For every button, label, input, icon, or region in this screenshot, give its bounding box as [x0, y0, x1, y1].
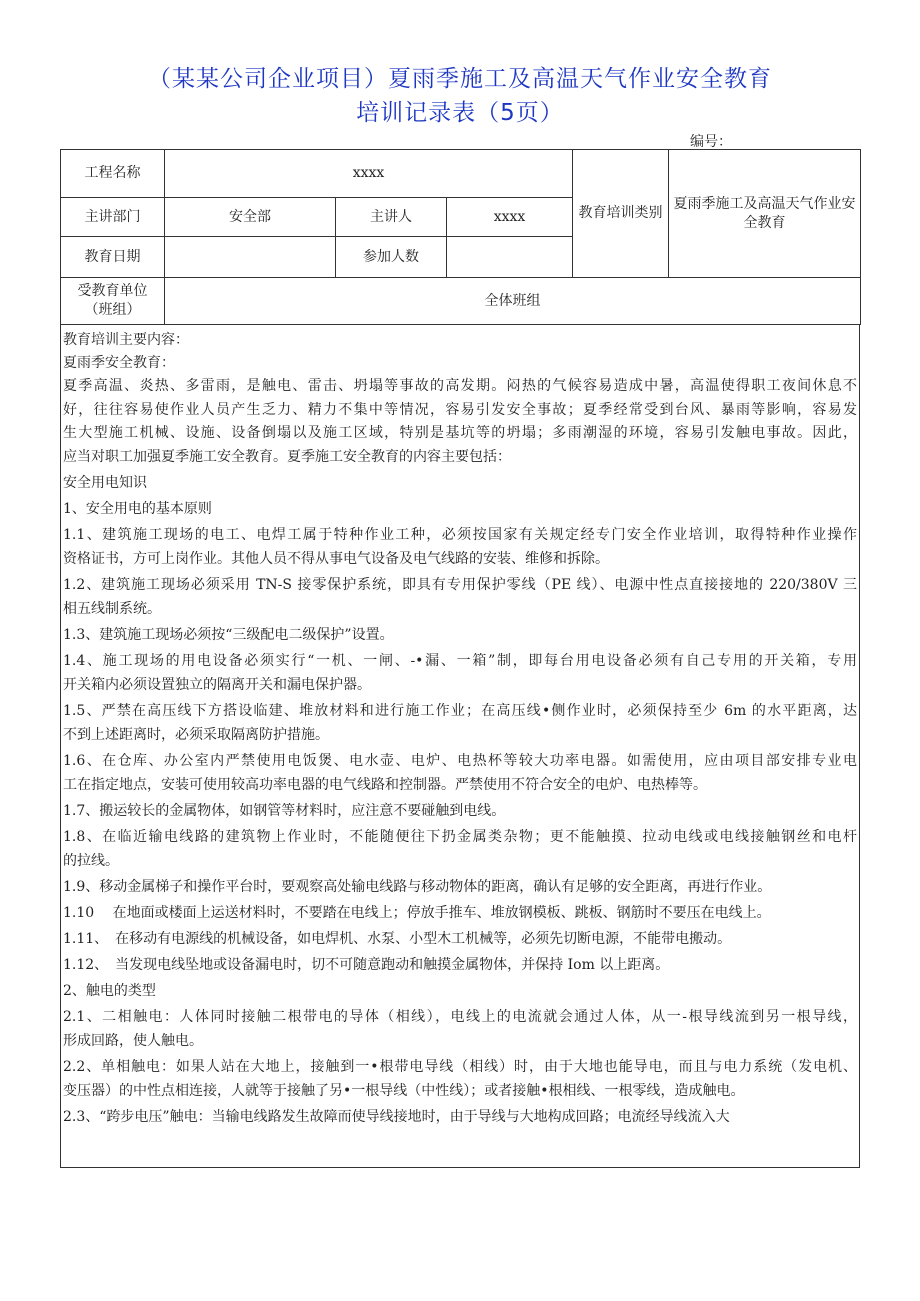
content-line: 1、安全用电的基本原则: [63, 501, 212, 517]
content-line: 生大型施工机械、设施、设备倒塌以及施工区域，特别是基坑等的坍塌；多雨潮湿的环境，容易引发触电事故。因此，: [63, 425, 857, 441]
date-label: 教育日期: [61, 237, 165, 278]
project-name-label: 工程名称: [61, 150, 165, 198]
content-line: 好，往往容易使作业人员产生乏力、精力不集中等情况，容易引发安全事故；夏季经常受到台风、暴雨等影响，容易发: [63, 402, 857, 418]
content-line: 1.11、 在移动有电源线的机械设备，如电焊机、水泵、小型木工机械等，必须先切断电源，不能带电搬动。: [63, 931, 732, 947]
content-line: 的拉线。: [63, 853, 119, 869]
content-line: 应当对职工加强夏季施工安全教育。夏季施工安全教育的内容主要包括：: [63, 449, 511, 465]
content-line: 工在指定地点，安装可使用较高功率电器的电气线路和控制器。严禁使用不符合安全的电炉、电热棒等。: [63, 777, 707, 793]
content-line: 1.5、严禁在高压线下方搭设临建、堆放材料和进行施工作业；在高压线•侧作业时，必须保持至少 6m 的水平距离，达: [63, 703, 857, 719]
content-line: 1.10 在地面或楼面上运送材料时，不要踏在电线上；停放手推车、堆放钢模板、跳板、钢筋时不要压在电线上。: [63, 905, 771, 921]
training-content-box: [60, 324, 860, 1168]
participants-label: 参加人数: [336, 237, 447, 278]
content-line: 安全用电知识: [63, 475, 147, 491]
content-line: 1.8、在临近输电线路的建筑物上作业时，不能随便往下扔金属类杂物；更不能触摸、拉动电线或电线接触钢丝和电杆: [63, 829, 857, 845]
content-line: 1.12、 当发现电线坠地或设备漏电时，切不可随意跑动和触摸金属物体，并保持 Iom 以上距离。: [63, 957, 670, 973]
dept-label: 主讲部门: [61, 198, 165, 237]
content-line: 相五线制系统。: [63, 601, 161, 617]
content-line: 1.4、施工现场的用电设备必须实行“一机、一闸、-•漏、一箱”制，即每台用电设备必须有自己专用的开关箱，专用: [63, 653, 857, 669]
dept-value: 安全部: [165, 198, 336, 237]
content-line: 夏雨季安全教育：: [63, 355, 175, 371]
content-line: 不到上述距离时，必须采取隔离防护措施。: [63, 727, 329, 743]
document-title-line1: （某某公司企业项目）夏雨季施工及高温天气作业安全教育: [148, 66, 772, 92]
unit-label: 受教育单位（班组）: [61, 278, 165, 325]
date-value: [165, 237, 336, 278]
project-name-value: xxxx: [165, 150, 573, 198]
content-line: 2.1、二相触电：人体同时接触二根带电的导体（相线），电线上的电流就会通过人体，从一-根导线流到另一根导线，: [63, 1009, 857, 1025]
content-line: 教育培训主要内容：: [63, 332, 189, 348]
lecturer-value: xxxx: [447, 198, 573, 237]
lecturer-label: 主讲人: [336, 198, 447, 237]
header-table: [60, 149, 861, 325]
content-line: 1.6、在仓库、办公室内严禁使用电饭煲、电水壶、电炉、电热杯等较大功率电器。如需使用，应由项目部安排专业电: [63, 753, 857, 769]
content-line: 变压器）的中性点相连接，人就等于接触了另•一根导线（中性线）；或者接触•根相线、一根零线，造成触电。: [63, 1083, 745, 1099]
document-title-line2: 培训记录表（5页）: [356, 100, 564, 126]
content-line: 形成回路，使人触电。: [63, 1033, 203, 1049]
content-line: 夏季高温、炎热、多雷雨，是触电、雷击、坍塌等事故的高发期。闷热的气候容易造成中暑，高温使得职工夜间休息不: [63, 378, 857, 394]
content-line: 2、触电的类型: [63, 983, 156, 999]
content-line: 1.1、建筑施工现场的电工、电焊工属于特种作业工种，必须按国家有关规定经专门安全作业培训，取得特种作业操作: [63, 527, 857, 543]
participants-value: [447, 237, 573, 278]
content-line: 1.7、搬运较长的金属物体，如钢管等材料时，应注意不要碰触到电线。: [63, 803, 506, 819]
serial-number-label: 编号：: [690, 134, 732, 150]
category-label: 教育培训类别: [573, 150, 669, 278]
category-value: 夏雨季施工及高温天气作业安全教育: [669, 150, 861, 278]
content-line: 开关箱内必须设置独立的隔离开关和漏电保护器。: [63, 677, 371, 693]
content-line: 1.2、建筑施工现场必须采用 TN-S 接零保护系统，即具有专用保护零线（PE 线）、电源中性点直接接地的 220/380V 三: [63, 577, 857, 593]
content-line: 1.3、建筑施工现场必须按“三级配电二级保护”设置。: [63, 627, 394, 643]
unit-value: 全体班组: [165, 278, 861, 325]
content-line: 1.9、移动金属梯子和操作平台时，要观察高处输电线路与移动物体的距离，确认有足够的安全距离，再进行作业。: [63, 879, 772, 895]
content-line: 资格证书，方可上岗作业。其他人员不得从事电气设备及电气线路的安装、维修和拆除。: [63, 551, 609, 567]
content-line: 2.2、单相触电：如果人站在大地上，接触到一•根带电导线（相线）时，由于大地也能导电，而且与电力系统（发电机、: [63, 1059, 857, 1075]
content-line: 2.3、“跨步电压”触电：当输电线路发生故障而使导线接地时，由于导线与大地构成回路；电流经导线流入大: [63, 1109, 730, 1125]
